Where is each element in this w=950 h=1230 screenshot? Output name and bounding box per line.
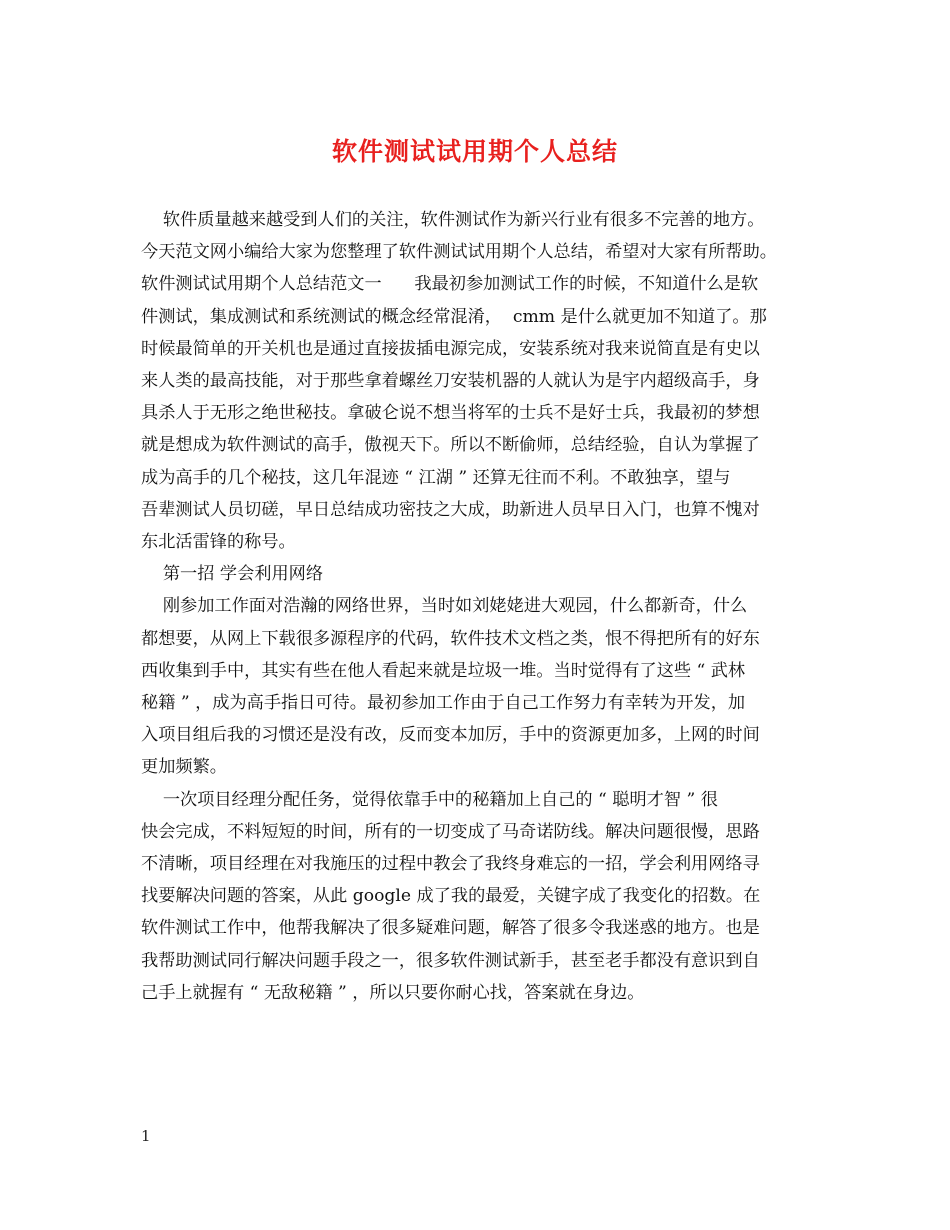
text-line: 软件测试工作中，他帮我解决了很多疑难问题，解答了很多令我迷惑的地方。也是 — [141, 918, 760, 939]
text-line: 秘籍 ” ，成为高手指日可待。最初参加工作由于自己工作努力有幸转为开发，加 — [141, 693, 746, 713]
text-line: 快会完成，不料短短的时间，所有的一切变成了马奇诺防线。解决问题很慢，思路 — [141, 821, 760, 842]
text-line: 吾辈测试人员切磋，早日总结成功密技之大成，助新进人员早日入门，也算不愧对 — [141, 499, 760, 520]
text-line: 时候最简单的开关机也是通过直接拔插电源完成，安装系统对我来说简直是有史以 — [141, 338, 760, 359]
text-line: 一次项目经理分配任务，觉得依靠手中的秘籍加上自己的 “ 聪明才智 ” 很 — [141, 789, 718, 810]
text-line: 找要解决问题的答案，从此 google 成了我的最爱，关键字成了我变化的招数。在 — [141, 886, 761, 907]
text-line: 第一招 学会利用网络 — [141, 564, 324, 585]
text-line: 件测试，集成测试和系统测试的概念经常混淆， cmm 是什么就更加不知道了。那 — [141, 306, 767, 327]
text-line: 都想要，从网上下载很多源程序的代码，软件技术文档之类，恨不得把所有的好东 — [141, 628, 760, 649]
text-line: 入项目组后我的习惯还是没有改，反而变本加厉，手中的资源更加多，上网的时间 — [141, 725, 760, 746]
text-line: 更加频繁。 — [141, 757, 227, 778]
text-line: 就是想成为软件测试的高手，傲视天下。所以不断偷师，总结经验，自认为掌握了 — [141, 435, 760, 456]
text-line: 己手上就握有 “ 无敌秘籍 ” ，所以只要你耐心找，答案就在身边。 — [141, 982, 645, 1003]
text-line: 成为高手的几个秘技，这几年混迹 “ 江湖 ” 还算无往而不利。不敢独享，望与 — [141, 467, 731, 488]
text-line: 刚参加工作面对浩瀚的网络世界，当时如刘姥姥进大观园，什么都新奇，什么 — [141, 596, 748, 617]
text-line: 具杀人于无形之绝世秘技。拿破仑说不想当将军的士兵不是好士兵，我最初的梦想 — [141, 403, 760, 424]
page-number: 1 — [141, 1127, 151, 1145]
text-line: 东北活雷锋的称号。 — [141, 532, 296, 552]
text-line: 软件测试试用期个人总结范文一 我最初参加测试工作的时候，不知道什么是软 — [141, 274, 759, 295]
text-line: 西收集到手中，其实有些在他人看起来就是垃圾一堆。当时觉得有了这些 “ 武林 — [141, 660, 746, 681]
text-line: 软件质量越来越受到人们的关注，软件测试作为新兴行业有很多不完善的地方。 — [141, 210, 765, 230]
text-line: 来人类的最高技能，对于那些拿着螺丝刀安装机器的人就认为是宇内超级高手，身 — [141, 371, 760, 391]
text-line: 我帮助测试同行解决问题手段之一，很多软件测试新手，甚至老手都没有意识到自 — [141, 950, 760, 971]
text-line: 今天范文网小编给大家为您整理了软件测试试用期个人总结，希望对大家有所帮助。 — [141, 242, 777, 263]
page-title: 软件测试试用期个人总结 — [331, 137, 618, 166]
text-line: 不清晰，项目经理在对我施压的过程中教会了我终身难忘的一招，学会利用网络寻 — [141, 854, 760, 874]
